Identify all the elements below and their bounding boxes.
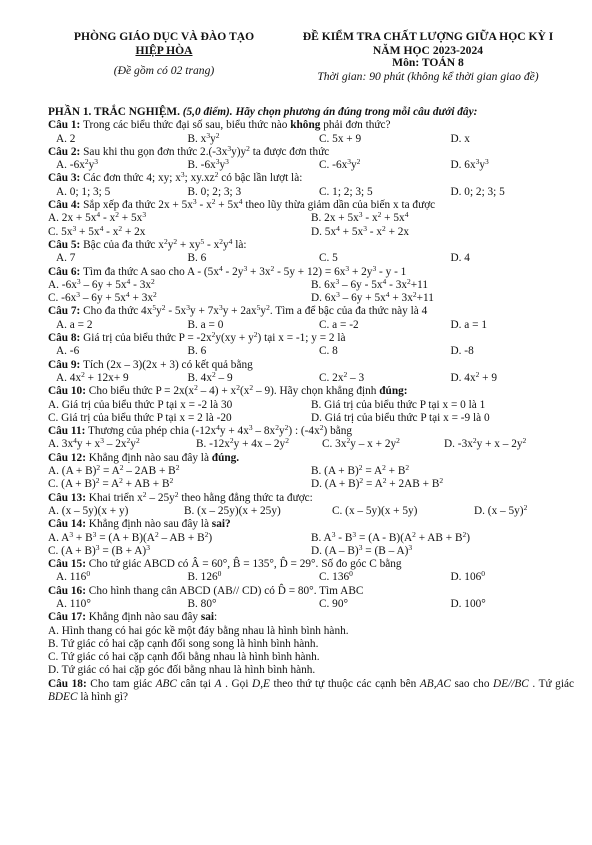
answer-option: D. $-3x^2y + x - 2y^2$ bbox=[444, 436, 527, 451]
answer-row bbox=[48, 159, 574, 172]
question-number: Câu 15: bbox=[48, 558, 86, 571]
subject: Môn: TOÁN 8 bbox=[392, 56, 464, 69]
answer-option: B. Giá trị của biểu thức P tại x = 0 là 1 bbox=[311, 398, 486, 411]
answer-option: D. 100° bbox=[450, 597, 486, 610]
answer-option: A. $-6x^3 - 6y + 5x^4 - 3x^2$ bbox=[48, 276, 155, 291]
answer-option: A. $116^0$ bbox=[56, 569, 91, 584]
answer-row bbox=[48, 212, 574, 225]
answer-option: A. $-6x^2y^3$ bbox=[56, 157, 99, 172]
answer-option: B. $4x^2 - 9$ bbox=[187, 369, 233, 384]
answer-option: C. 5x + 9 bbox=[319, 132, 362, 145]
section-instruction: Hãy chọn phương án đúng trong mỗi câu dưới đây: bbox=[235, 106, 478, 118]
answer-option: C. Giá trị của biểu thức P tại x = 2 là -20 bbox=[48, 411, 232, 424]
answer-row bbox=[48, 598, 574, 611]
answer-row bbox=[48, 223, 574, 239]
question-stem: Câu 17: Khẳng định nào sau đây sai: bbox=[48, 611, 218, 624]
answer-option: C. 90° bbox=[319, 597, 348, 610]
question-stem: Câu 9: Tích (2x – 3)(2x + 3) có kết quả bằng bbox=[48, 358, 253, 371]
question-stem: Câu 4: Sắp xếp đa thức $2x + 5x^3 - x^2 + 5x^4$ theo lũy thừa giảm dần của biến x ta được bbox=[48, 197, 436, 212]
answer-option: B. $2x + 5x^3 - x^2 + 5x^4$ bbox=[311, 210, 409, 225]
department-name: PHÒNG GIÁO DỤC VÀ ĐÀO TẠO bbox=[73, 30, 255, 43]
question-number: Câu 9: bbox=[48, 358, 81, 371]
question-stem: Câu 14: Khẳng định nào sau đây là sai? bbox=[48, 518, 231, 531]
question-number: Câu 3: bbox=[48, 172, 81, 185]
answer-option: D. $4x^2 + 9$ bbox=[450, 369, 498, 384]
answer-option: D. $106^0$ bbox=[450, 569, 486, 584]
answer-option: D. 0; 2; 3; 5 bbox=[450, 185, 505, 198]
time-limit: Thời gian: 90 phút (không kể thời gian giao đề) bbox=[317, 70, 539, 83]
answer-row bbox=[48, 319, 574, 332]
answer-option: D. a = 1 bbox=[450, 318, 487, 331]
question-stem: Câu 15: Cho tứ giác ABCD có Â = 60°, B̂ = 135°, D̂ = 29°. Số đo góc C bằng bbox=[48, 558, 402, 571]
answer-option: C. 5 bbox=[319, 252, 338, 265]
answer-row bbox=[48, 478, 574, 491]
answer-option: D. (x – 5y)$^2$ bbox=[474, 502, 528, 517]
question-stem: Câu 2: Sau khi thu gọn đơn thức $2.(-3x^3y)y^2$ ta được đơn thức bbox=[48, 143, 330, 158]
question-number: Câu 10: bbox=[48, 385, 86, 398]
question-number: Câu 12: bbox=[48, 451, 86, 464]
answer-option: C. $136^0$ bbox=[319, 569, 353, 584]
answer-option: B. $x^3y^2$ bbox=[187, 130, 220, 145]
answer-option: B. a = 0 bbox=[187, 318, 224, 331]
answer-option: D. $6x^3 - 6y + 5x^4 + 3x^2+11$ bbox=[311, 290, 434, 305]
answer-option: D. Tứ giác có hai cặp góc đối bằng nhau là hình bình hành. bbox=[48, 664, 316, 677]
answer-option: B. $(A + B)^2 = A^2 + B^2$ bbox=[311, 463, 410, 478]
answer-row bbox=[48, 438, 574, 451]
question-stem: Câu 3: Các đơn thức 4; xy; $x^3$; $xy.xz^2$ có bậc lần lượt là: bbox=[48, 170, 303, 185]
answer-option: C. $2x^2 - 3$ bbox=[319, 369, 365, 384]
answer-row bbox=[48, 542, 574, 558]
answer-option: D. (A – B)$^3$ = (B – A)$^3$ bbox=[311, 542, 413, 557]
answer-option: D. $5x^4 + 5x^3 - x^2 + 2x$ bbox=[311, 223, 410, 238]
answer-option: C. 1; 2; 3; 5 bbox=[319, 185, 373, 198]
answer-option: B. $-6x^3y^3$ bbox=[187, 157, 229, 172]
question-number: Câu 2: bbox=[48, 145, 81, 158]
answer-option: C. a = -2 bbox=[319, 318, 359, 331]
school-year: NĂM HỌC 2023-2024 bbox=[372, 44, 484, 57]
page-count-note: (Đề gồm có 02 trang) bbox=[113, 64, 215, 77]
answer-option: B. $-12x^2y + 4x - 2y^2$ bbox=[196, 436, 289, 451]
answer-option: C. Tứ giác có hai cặp cạnh đối bằng nhau là hình bình hành. bbox=[48, 651, 320, 664]
answer-option: C. $3x^2y - x + 2y^2$ bbox=[322, 436, 400, 451]
answer-option: B. Tứ giác có hai cặp cạnh đối song song là hình bình hành. bbox=[48, 637, 319, 650]
question-stem: Câu 13: Khai triển $x^2 - 25y^2$ theo hằng đẳng thức ta được: bbox=[48, 489, 313, 504]
question-stem: Câu 11: Thương của phép chia $(-12x^4y + 4x^3 - 8x^2y^2)$ : $(-4x^2)$ bằng bbox=[48, 423, 353, 438]
answer-row bbox=[48, 502, 574, 518]
answer-option: D. 4 bbox=[450, 252, 470, 265]
exam-title: ĐỀ KIỂM TRA CHẤT LƯỢNG GIỮA HỌC KỲ I bbox=[302, 30, 554, 43]
answer-option: A. a = 2 bbox=[56, 318, 93, 331]
answer-option: B. 6 bbox=[187, 252, 207, 265]
question-stem: Câu 12: Khẳng định nào sau đây là đúng. bbox=[48, 451, 240, 464]
section-points: (5,0 điểm). bbox=[182, 106, 233, 118]
answer-option: D. -8 bbox=[450, 345, 474, 358]
answer-option: D. Giá trị của biểu thức P tại x = -9 là 0 bbox=[311, 411, 490, 424]
answer-option: B. $126^0$ bbox=[187, 569, 222, 584]
question-stem: Câu 5: Bậc của đa thức $x^2y^2 + xy^5 - x^2y^4$ là: bbox=[48, 236, 247, 251]
answer-option: A. $(A + B)^2 = A^2 - 2AB + B^2$ bbox=[48, 463, 180, 478]
question-stem: Câu 7: Cho đa thức $4x^5y^2 - 5x^3y + 7x^3y + 2ax^5y^2$. Tìm a để bậc của đa thức này là 4 bbox=[48, 303, 428, 318]
answer-option: C. $-6x^3 - 6y + 5x^4 + 3x^2$ bbox=[48, 290, 157, 305]
answer-row bbox=[48, 130, 574, 146]
answer-row bbox=[48, 399, 574, 412]
answer-option: B. (x – 25y)(x + 25y) bbox=[184, 504, 281, 517]
section-heading bbox=[48, 106, 574, 119]
question-number: Câu 7: bbox=[48, 305, 81, 318]
question-number: Câu 8: bbox=[48, 332, 81, 345]
question-stem: Câu 6: Tìm đa thức A sao cho $A - (5x^4 - 2y^3 + 3x^2 - 5y + 12) = 6x^3 + 2y^3 - y - 1$ bbox=[48, 263, 407, 278]
answer-option: A. Hình thang có hai góc kề một đáy bằng nhau là hình bình hành. bbox=[48, 624, 349, 637]
question-number: Câu 14: bbox=[48, 518, 86, 531]
answer-option: C. $-6x^3y^2$ bbox=[319, 157, 361, 172]
question-number: Câu 16: bbox=[48, 584, 86, 597]
question-number: Câu 17: bbox=[48, 611, 86, 624]
answer-option: C. (x – 5y)(x + 5y) bbox=[332, 504, 418, 517]
answer-option: B. $A^3 - B^3 = (A - B)(A^2$ + AB + $B^2$) bbox=[311, 529, 471, 544]
answer-option: C. $(A + B)^3 = (B + A)^3$ bbox=[48, 542, 150, 557]
answer-row bbox=[48, 292, 574, 305]
answer-option: A. -6 bbox=[56, 345, 80, 358]
question-number: Câu 5: bbox=[48, 238, 81, 251]
answer-option: C. $5x^3 + 5x^4 - x^2 + 2x$ bbox=[48, 223, 146, 238]
answer-option: B. 80° bbox=[187, 597, 217, 610]
answer-row bbox=[48, 571, 574, 584]
answer-option: A. $3x^4y + x^3 - 2x^2y^2$ bbox=[48, 436, 140, 451]
question-number: Câu 11: bbox=[48, 425, 86, 438]
question-stem: Câu 16: Cho hình thang cân ABCD (AB// CD) có D̂ = 80°. Tìm ABC bbox=[48, 584, 364, 597]
district-name: HIỆP HÒA bbox=[135, 44, 193, 57]
answer-option: A. $4x^2 + 12x+ 9$ bbox=[56, 369, 129, 384]
answer-option: C. 8 bbox=[319, 345, 338, 358]
answer-option: A. (x – 5y)(x + y) bbox=[48, 504, 129, 517]
answer-option: A. $2x + 5x^4 - x^2 + 5x^3$ bbox=[48, 210, 147, 225]
answer-row bbox=[48, 252, 574, 265]
answer-option: A. 0; 1; 3; 5 bbox=[56, 185, 111, 198]
question-number: Câu 1: bbox=[48, 119, 81, 132]
answer-row bbox=[48, 529, 574, 545]
exam-header bbox=[0, 30, 592, 100]
answer-option: B. 6 bbox=[187, 345, 207, 358]
answer-row bbox=[48, 465, 574, 478]
question-list bbox=[48, 119, 574, 704]
question-number: Câu 6: bbox=[48, 265, 81, 278]
answer-option: A. Giá trị của biểu thức P tại x = -2 là 30 bbox=[48, 398, 233, 411]
answer-option: A. 110° bbox=[56, 597, 91, 610]
answer-option: B. $6x^3 - 6y - 5x^4 - 3x^2+11$ bbox=[311, 276, 429, 291]
answer-row bbox=[48, 412, 574, 425]
answer-option: D. $6x^3y^3$ bbox=[450, 157, 489, 172]
answer-option: C. $(A + B)^2 = A^2$ + AB + $B^2$ bbox=[48, 476, 174, 491]
exam-body bbox=[48, 106, 574, 704]
answer-row bbox=[48, 345, 574, 358]
question-stem: Câu 18: Cho tam giác ABC cân tại A . Gọi D,E theo thứ tự thuộc các cạnh bên AB,AC sao cho DE//BC . Tứ giác BDEC là hình gì? bbox=[48, 677, 574, 704]
answer-option: A. 2 bbox=[56, 132, 76, 145]
question-stem: Câu 1: Trong các biểu thức đại số sau, biểu thức nào không phải đơn thức? bbox=[48, 119, 391, 132]
answer-option: D. $(A + B)^2 = A^2 + 2AB + B^2$ bbox=[311, 476, 444, 491]
answer-option: D. x bbox=[450, 132, 470, 145]
answer-option: A. $A^3 + B^3 = (A + B)(A^2$ – AB + $B^2$) bbox=[48, 529, 213, 544]
answer-row bbox=[48, 186, 574, 199]
answer-option: A. 7 bbox=[56, 252, 76, 265]
answer-row bbox=[48, 369, 574, 385]
answer-option: B. 0; 2; 3; 3 bbox=[187, 185, 242, 198]
question-number: Câu 13: bbox=[48, 491, 86, 504]
question-number: Câu 18: bbox=[48, 677, 87, 690]
question-stem: Câu 8: Giá trị của biểu thức $P = -2x^2y(xy + y^2)$ tại x = -1; y = 2 là bbox=[48, 330, 346, 345]
question-stem: Câu 10: Cho biểu thức $P = 2x(x^2 - 4) + x^2(x^2 - 9)$. Hãy chọn khẳng định đúng: bbox=[48, 383, 408, 398]
section-title: PHẦN 1. TRẮC NGHIỆM. bbox=[48, 106, 180, 118]
question-number: Câu 4: bbox=[48, 199, 81, 212]
